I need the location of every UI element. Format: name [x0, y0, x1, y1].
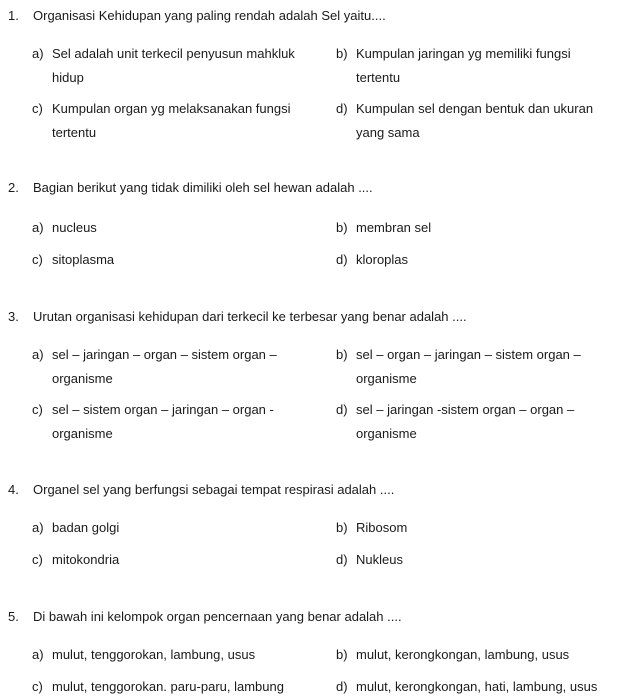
question-number: 1.	[8, 8, 19, 23]
option-label: d)	[336, 252, 348, 267]
question-text: Urutan organisasi kehidupan dari terkecil ke terbesar yang benar adalah ....	[33, 309, 467, 324]
option-b[interactable]	[336, 343, 620, 391]
option-label: b)	[336, 46, 348, 61]
option-text-line: Ribosom	[356, 520, 408, 535]
option-b[interactable]	[336, 643, 620, 667]
option-b[interactable]	[336, 42, 620, 90]
option-text-line: nucleus	[52, 220, 97, 235]
option-text-line: membran sel	[356, 220, 432, 235]
question-text: Organel sel yang berfungsi sebagai tempat respirasi adalah ....	[33, 482, 395, 497]
option-text-line: yang sama	[356, 125, 420, 140]
option-text-line: kloroplas	[356, 252, 409, 267]
option-label: a)	[32, 647, 44, 662]
option-text-line: organisme	[356, 426, 417, 441]
option-text-line: sel – organ – jaringan – sistem organ –	[356, 347, 581, 362]
question-stem	[8, 4, 386, 28]
option-c[interactable]	[32, 398, 322, 446]
option-text-line: mitokondria	[52, 552, 120, 567]
question-text: Di bawah ini kelompok organ pencernaan yang benar adalah ....	[33, 609, 402, 624]
option-label: a)	[32, 520, 44, 535]
option-text-line: Nukleus	[356, 552, 403, 567]
option-label: b)	[336, 347, 348, 362]
option-c[interactable]	[32, 675, 322, 699]
option-label: d)	[336, 679, 348, 694]
option-text-line: sel – jaringan -sistem organ – organ –	[356, 402, 575, 417]
option-text-line: sel – jaringan – organ – sistem organ –	[52, 347, 277, 362]
option-c[interactable]	[32, 548, 322, 572]
question-number: 4.	[8, 482, 19, 497]
question-stem	[8, 478, 394, 502]
option-label: b)	[336, 520, 348, 535]
option-b[interactable]	[336, 216, 620, 240]
question-stem	[8, 305, 467, 329]
option-b[interactable]	[336, 516, 620, 540]
question-number: 5.	[8, 609, 19, 624]
option-d[interactable]	[336, 248, 620, 272]
option-label: c)	[32, 679, 43, 694]
option-d[interactable]	[336, 675, 620, 699]
option-a[interactable]	[32, 643, 322, 667]
option-label: a)	[32, 220, 44, 235]
option-d[interactable]	[336, 548, 620, 572]
option-label: d)	[336, 402, 348, 417]
option-text-line: Kumpulan jaringan yg memiliki fungsi	[356, 46, 571, 61]
option-label: c)	[32, 252, 43, 267]
option-text-line: tertentu	[52, 125, 97, 140]
option-c[interactable]	[32, 248, 322, 272]
question-stem	[8, 176, 373, 200]
option-text-line: organisme	[52, 426, 113, 441]
option-label: d)	[336, 101, 348, 116]
option-text-line: sel – sistem organ – jaringan – organ -	[52, 402, 274, 417]
question-text: Organisasi Kehidupan yang paling rendah adalah Sel yaitu....	[33, 8, 386, 23]
question-text: Bagian berikut yang tidak dimiliki oleh sel hewan adalah ....	[33, 180, 373, 195]
option-text-line: mulut, tenggorokan, lambung, usus	[52, 647, 256, 662]
option-text-line: Sel adalah unit terkecil penyusun mahkluk	[52, 46, 295, 61]
question-number: 3.	[8, 309, 19, 324]
option-text-line: organisme	[52, 371, 113, 386]
option-d[interactable]	[336, 97, 620, 145]
option-text-line: mulut, kerongkongan, hati, lambung, usus	[356, 679, 598, 694]
option-a[interactable]	[32, 216, 322, 240]
option-label: b)	[336, 647, 348, 662]
option-label: c)	[32, 552, 43, 567]
option-label: a)	[32, 347, 44, 362]
option-text-line: Kumpulan sel dengan bentuk dan ukuran	[356, 101, 594, 116]
option-c[interactable]	[32, 97, 322, 145]
option-a[interactable]	[32, 42, 322, 90]
option-d[interactable]	[336, 398, 620, 446]
option-label: b)	[336, 220, 348, 235]
option-text-line: mulut, kerongkongan, lambung, usus	[356, 647, 570, 662]
option-label: c)	[32, 402, 43, 417]
option-label: a)	[32, 46, 44, 61]
option-a[interactable]	[32, 343, 322, 391]
option-text-line: badan golgi	[52, 520, 120, 535]
option-text-line: mulut, tenggorokan. paru-paru, lambung	[52, 679, 284, 694]
option-text-line: hidup	[52, 70, 84, 85]
option-text-line: organisme	[356, 371, 417, 386]
option-label: d)	[336, 552, 348, 567]
question-number: 2.	[8, 180, 19, 195]
option-text-line: Kumpulan organ yg melaksanakan fungsi	[52, 101, 291, 116]
option-label: c)	[32, 101, 43, 116]
option-text-line: tertentu	[356, 70, 401, 85]
option-a[interactable]	[32, 516, 322, 540]
option-text-line: sitoplasma	[52, 252, 115, 267]
question-stem	[8, 605, 402, 629]
